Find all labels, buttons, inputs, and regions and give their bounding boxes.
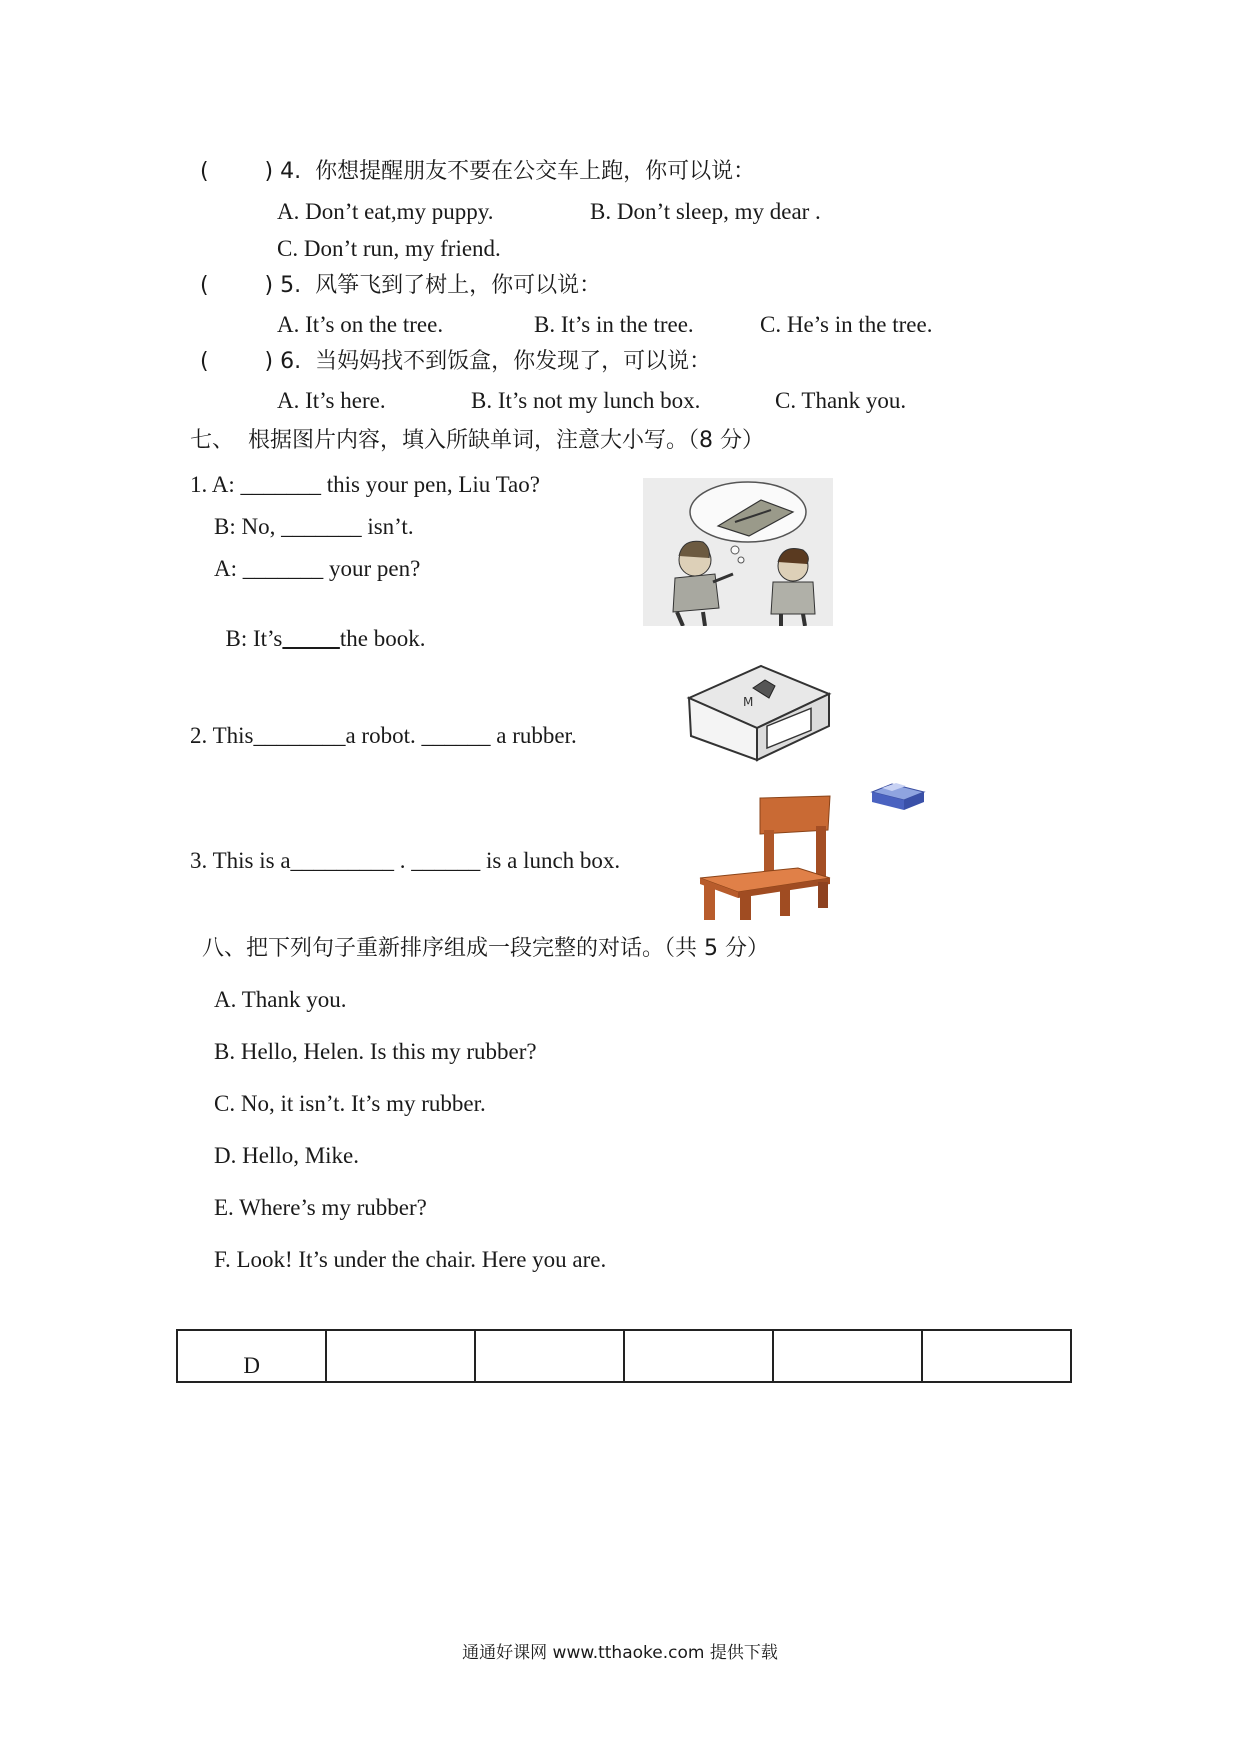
sentence2: 2. This________a robot. ______ a rubber.	[190, 723, 577, 748]
answer-cell-2[interactable]	[326, 1330, 475, 1382]
q5-stem: ( ) 5. 风筝飞到了树上，你可以说：	[200, 273, 602, 298]
q4-stem: ( ) 4. 你想提醒朋友不要在公交车上跑，你可以说：	[200, 159, 756, 184]
option-e: E. Where’s my rubber?	[214, 1195, 427, 1220]
q5-option-b: B. It’s in the tree.	[534, 312, 694, 337]
chair-picture	[698, 794, 833, 922]
dialogue1-line4-blank	[282, 626, 340, 651]
option-f: F. Look! It’s under the chair. Here you are.	[214, 1247, 607, 1272]
q5-option-c: C. He’s in the tree.	[760, 312, 933, 337]
q4-option-a: A. Don’t eat,my puppy.	[277, 199, 494, 224]
q6-stem: ( ) 6. 当妈妈找不到饭盒，你发现了，可以说：	[200, 349, 712, 374]
answer-cell-4[interactable]	[624, 1330, 773, 1382]
q6-option-b: B. It’s not my lunch box.	[471, 388, 701, 413]
option-d: D. Hello, Mike.	[214, 1143, 360, 1168]
q6-option-a: A. It’s here.	[277, 388, 386, 413]
answer-row	[177, 1330, 1071, 1382]
svg-text:M: M	[743, 695, 754, 709]
answer-cell-1[interactable]: D	[177, 1330, 326, 1382]
q6-option-c: C. Thank you.	[775, 388, 907, 413]
q4-option-c: C. Don’t run, my friend.	[277, 236, 501, 261]
q4-option-b: B. Don’t sleep, my dear .	[590, 199, 821, 224]
dialogue1-line2: B: No, _______ isn’t.	[214, 514, 414, 539]
answer-cell-6[interactable]	[922, 1330, 1071, 1382]
lunch-box-picture	[866, 780, 930, 812]
option-b: B. Hello, Helen. Is this my rubber?	[214, 1039, 537, 1064]
section7-title: 七、 根据图片内容，填入所缺单词，注意大小写。（8 分）	[190, 428, 764, 453]
q5-option-a: A. It’s on the tree.	[277, 312, 444, 337]
answer-table	[176, 1329, 1072, 1383]
rubber-picture	[683, 658, 833, 763]
dialogue1-line1: 1. A: _______ this your pen, Liu Tao?	[190, 472, 540, 497]
dialogue1-line4-start: B: It’s	[225, 626, 283, 651]
option-c: C. No, it isn’t. It’s my rubber.	[214, 1091, 486, 1116]
option-a: A. Thank you.	[214, 987, 347, 1012]
section8-title: 八、把下列句子重新排序组成一段完整的对话。（共 5 分）	[202, 936, 769, 961]
answer-cell-5[interactable]	[773, 1330, 922, 1382]
sentence3: 3. This is a_________ . ______ is a lunch box.	[190, 848, 621, 873]
pen-dialogue-picture	[643, 478, 833, 626]
footer-text: 通通好课网 www.tthaoke.com 提供下载	[462, 1643, 778, 1663]
dialogue1-line4	[214, 597, 425, 653]
dialogue1-line4-end: the book.	[339, 626, 426, 651]
dialogue1-line3: A: _______ your pen?	[214, 556, 421, 581]
answer-cell-3[interactable]	[475, 1330, 624, 1382]
